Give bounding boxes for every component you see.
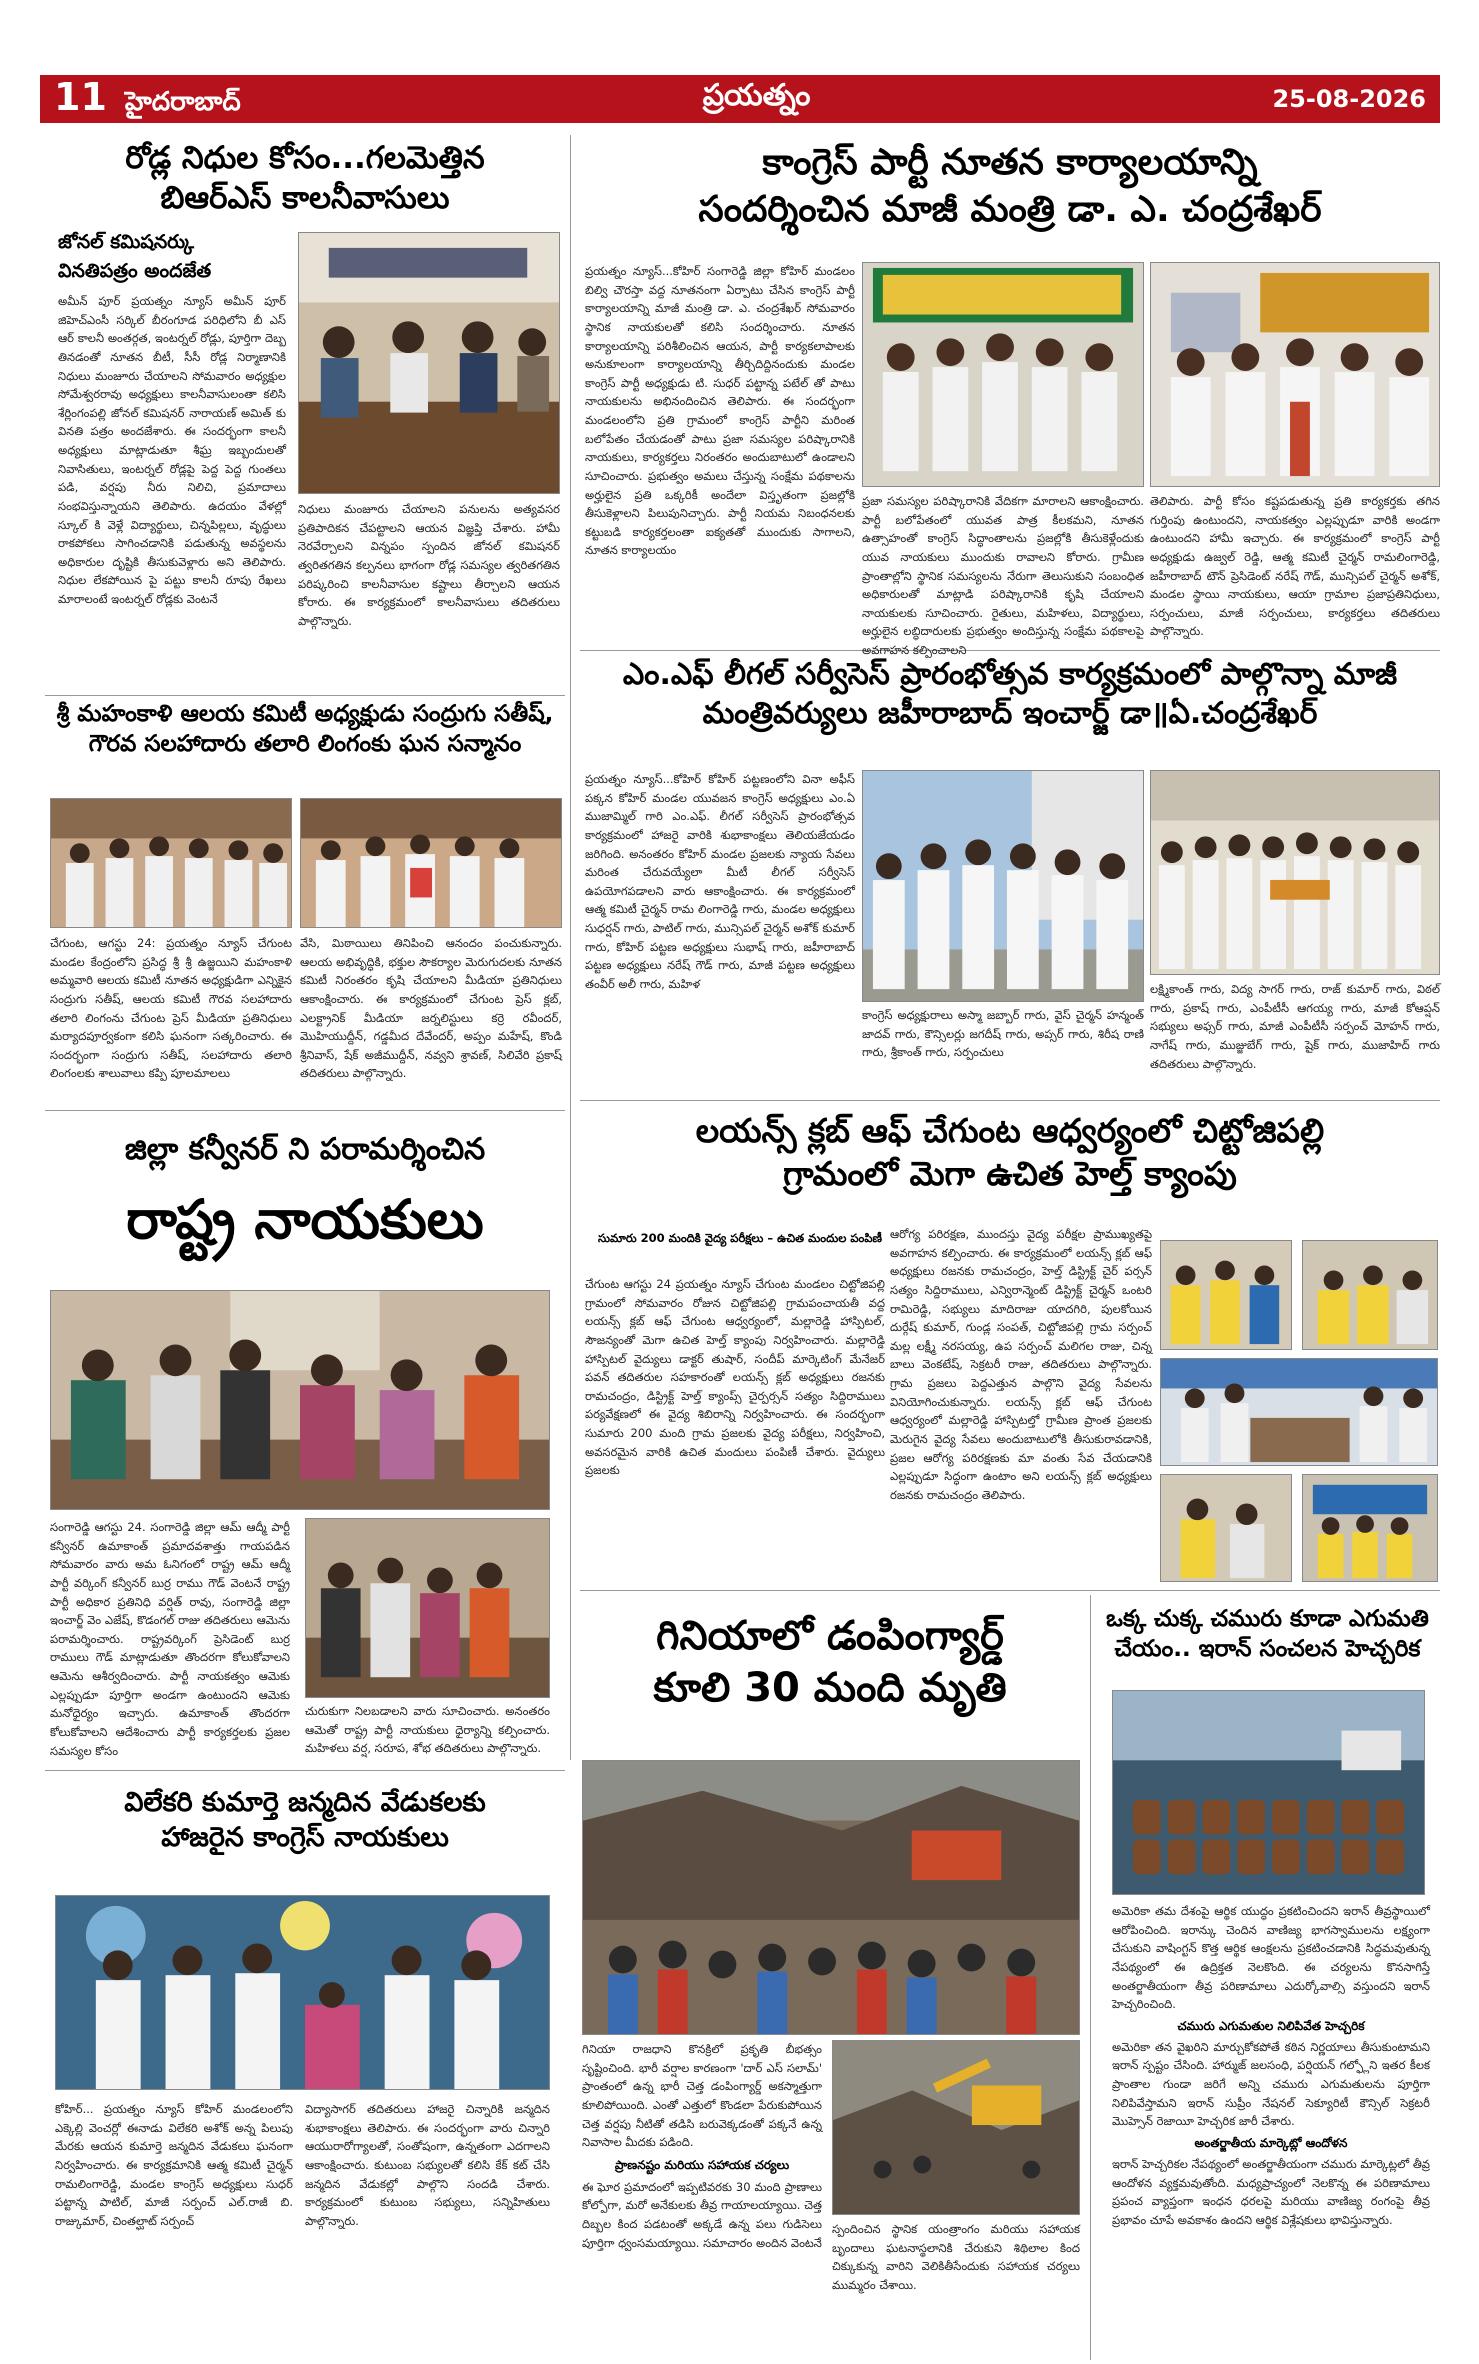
a5-body: సంగారెడ్డి ఆగస్టు 24. సంగారెడ్డి జిల్లా ఆమ్ ఆద్మీ పార్టీ కన్వీనర్ ఉమాకాంత్ ప్రమాదవశాత్తు గాయపడిన సోమవారం వారు అమ ఓనిగంలో రాష్ట్ర ఆమ్ ఆద్మీ పార్టీ వర్కింగ్ కన్వీనర్ బుర్ర రాము గౌడ్ వెంటనే రాష్ట్ర పార్టీ అధికార ప్రతినిధి వర్షిత్ రావు, సంగారెడ్డి జిల్లా ఇంచార్జ్ వెం ఎజేష్, కొడంగల్ రాజు తదితరులు ఆమెను పరామర్శించారు. రాష్ట్రవర్కింగ్ ప్రెసిడెంట్ బుర్ర రాములు గౌడ్ మాట్లాడుతూ తొందరగా కోలుకోవాలని ఆమెను ఆశీర్వదించారు. పార్టీ నాయకత్వం ఆమెకు ఎల్లప్పుడూ పూర్తిగా అండగా ఉంటుందని ఆమెకు మనోధైర్యం ఇచ్చారు. ఉమాకాంత్ తొందరగా కోలుకోవాలని ఆదేశించారు పార్టీ కార్యకర్తలకు ప్రజల సమస్యల కోసం [50, 1520, 290, 1758]
health-camp-photo-5 [1303, 1475, 1437, 1581]
a6-body: చేగుంట ఆగస్టు 24 ప్రయత్నం న్యూస్ చేగుంట మండలం చిట్టోజిపల్లి గ్రామంలో సోమవారం రోజున చిట్టోజిపల్లి గ్రామపంచాయతీ వద్ద లయన్స్ క్లబ్ ఆఫ్ చేగుంట ఆధ్వర్యంలో, మల్లారెడ్డి హాస్పిటల్, సౌజన్యంతో మెగా ఉచిత హెల్త్ క్యాంపు నిర్వహించారు. మల్లారెడ్డి హాస్పిటల్ వైద్యులు డాక్టర్ తుషార్, సందీప్ మార్కెటింగ్ మేనేజర్ పవన్ తదితరుల సహకారంతో లయన్స్ క్లబ్ అధ్యక్షులు రజనకు రామచంద్రం, డిస్ట్రిక్ట్ హెల్త్ క్యాంప్స్ చైర్పర్సన్ సత్యం సిద్దిరాములు పర్యవేక్షణలో ఈ వైద్య శిబిరాన్ని నిర్వహించారు. ఈ సందర్భంగా సుమారు 200 మంది గ్రామ ప్రజలకు వైద్య పరీక్షలు, నిర్వహించి, అవసరమైన వారికి ఉచిత మందులు పంపిణీ చేశారు. వైద్యులు ప్రజలకు [585, 1277, 885, 1478]
excavator-rescue-photo [833, 2041, 1079, 2214]
a9-subheadline-1: చమురు ఎగుమతుల నిలిపివేత హెచ్చరిక [1177, 2018, 1365, 2033]
issue-date: 25-08-2026 [1272, 85, 1426, 113]
a2-body-continued-2: తెలిపారు. పార్టీ కోసం కష్టపడుతున్న ప్రతి కార్యకర్తకు తగిన గుర్తింపు ఉంటుందని, నాయకత్వం ఎల్లప్పుడూ వారికి అండగా ఉంటుందని హామీ ఇచ్చారు. ఈ కార్యక్రమంలో కాంగ్రెస్ పార్టీ అధ్యక్షుడు ఉజ్వల్ రెడ్డి, ఆత్మ కమిటీ చైర్మన్ రామలింగారెడ్డి, జహీరాబాద్ టౌన్ ప్రెసిడెంట్ నరేష్ గౌడ్, మున్సిపల్ చైర్మన్ అశోక్, మండల స్థాయి నాయకులు, ఆయా గ్రామాల ప్రజాప్రతినిధులు, సర్పంచులు, మాజీ సర్పంచులు, కార్యకర్తలు తదితరులు పాల్గొన్నారు. [1150, 494, 1440, 639]
a7-body: కోహిర్... ప్రయత్నం న్యూస్ కోహిర్ మండలంలోని ఎక్కెల్లి వెంచర్లో ఈనాడు విలేకరి అశోక్ అన్న పిలుపు మేరకు ఆయన కుమార్తె జన్మదిన వేడుకలు ఘనంగా నిర్వహించారు. ఈ కార్యక్రమానికి ఆత్మ కమిటీ చైర్మన్ రామలింగారెడ్డి, మండల కాంగ్రెస్ అధ్యక్షులు సుధర్ పట్టాన్న పాటిల్, మాజీ సర్పంచ్ ఎల్.రాజీ బి. రాజ్కుమార్, చింతల్ఘాట్ సర్పంచ్ [55, 2102, 293, 2228]
a1-subheadline [58, 228, 298, 285]
a8-body-text-2: ఈ ఘోర ప్రమాదంలో ఇప్పటివరకు 30 మంది ప్రాణాలు కోల్పోగా, మరో అనేకులకు తీవ్ర గాయాలయ్యాయి. చెత్త దిబ్బల కింద పడటంతో అక్కడే ఉన్న పలు గుడిసెలు పూర్తిగా ధ్వంసమయ్యాయి. సమాచారం అందిన వెంటనే [582, 2179, 822, 2250]
a3-photo-2 [300, 798, 562, 928]
a2-photo-1 [862, 262, 1144, 487]
felicitation-photo-1 [51, 799, 291, 927]
a6-photo-2 [1302, 1240, 1438, 1350]
a3-photo-1 [50, 798, 292, 928]
a4-photo-1 [862, 770, 1144, 1002]
a2-body-continued: ప్రజా సమస్యల పరిష్కారానికి వేదికగా మారాలని ఆకాంక్షించారు. పార్టీ బలోపేతంలో యువత పాత్ర కీలకమని, నూతన ఉత్సాహంతో కాంగ్రెస్ సిద్ధాంతాలను ప్రజల్లోకి తీసుకెళ్లేందుకు యువ నాయకులు ముందుకు రావాలని కోరారు. గ్రామీణ ప్రాంతాల్లోని స్థానిక సమస్యలను నేరుగా తెలుసుకుని సంబంధిత అధికారులతో మాట్లాడి పరిష్కారానికి కృషి చేయాలని నాయకులకు సూచించారు. రైతులు, మహిళలు, విద్యార్థులు, అర్హులైన లబ్ధిదారులకు ప్రభుత్వం అందిస్తున్న సంక్షేమ పథకాలపై అవగాహన కల్పించాలని [862, 494, 1144, 657]
a1-headline-line2: బిఆర్ఎస్ కాలనీవాసులు [160, 180, 450, 217]
dumpyard-collapse-photo [583, 1761, 1079, 2034]
party-office-photo-1 [863, 263, 1143, 486]
a9-body-text-2: అమెరికా తన వైఖరిని మార్చుకోకపోతే కఠిన నిర్ణయాలు తీసుకుంటామని ఇరాన్ స్పష్టం చేసింది. హార్ముజ్ జలసంధి, పర్షియన్ గల్ఫ్లోని ఇతర కీలక ప్రాంతాల గుండా జరిగే అన్ని చమురు ఎగుమతులను పూర్తిగా నిలిపివేస్తామని ఇరాన్ సుప్రీం నేషనల్ సెక్యూరిటీ కౌన్సిల్ సెక్రటరీ మొహ్సెన్ రెజాయీ హెచ్చరిక జారీ చేశారు. [1112, 2039, 1430, 2129]
oil-tanker-photo [1113, 1691, 1424, 1894]
section-rule [45, 695, 565, 696]
edition-city: హైదరాబాద్ [124, 87, 241, 117]
a9-body-text-3: ఇరాన్ హెచ్చరికల నేపథ్యంలో అంతర్జాతీయంగా చమురు మార్కెట్లలో తీవ్ర ఆందోళన వ్యక్తమవుతోంది. మధ్యప్రాచ్యంలో నెలకొన్న ఈ పరిణామాలు ప్రపంచ వ్యాప్తంగా ఇంధన ధరలపై మరియు వాణిజ్య రంగంపై తీవ్ర ప్రభావం చూపే అవకాశం ఉందని ఆర్థిక విశ్లేషకులు భావిస్తున్నారు. [1112, 2156, 1430, 2227]
a1-photo [298, 232, 560, 494]
a6-subheadline: సుమారు 200 మందికి వైద్య పరీక్షలు – ఉచిత మందుల పంపిణీ [597, 1231, 883, 1245]
home-visit-photo [51, 1291, 549, 1509]
a8-headline-line2: కూలి 30 మంది మృతి [653, 1665, 1007, 1711]
a3-headline [45, 700, 565, 760]
a7-headline-line1: విలేకరి కుమార్తె జన్మదిన వేడుకలకు [124, 1787, 486, 1818]
a9-headline [1095, 1605, 1440, 1665]
masthead [40, 75, 1440, 123]
a1-body: అమీన్ పూర్ ప్రయత్నం న్యూస్ అమీన్ పూర్ జిహెచ్ఎంసీ సర్కిల్ బీరంగూడ పరిధిలోని బీ ఎస్ ఆర్ కాలనీ అంతర్గత, ఇంటర్నల్ రోడ్లు, పూర్తిగా దెబ్బ తినడంతో నూతన బీటీ, సీసీ రోడ్ల నిర్మాణానికి నిధులు మంజూరు చేయాలని సోమవారం అధ్యక్షుల సోమేశ్వరరావు అధ్యక్షులు కాలనీవాసులంతా కలిసి శేర్లింగంపల్లి జోనల్ కమిషనర్ నారాయణ్ అమిత్ కు వినతి పత్రం అందజేశారు. ఈ సందర్భంగా కాలనీ అధ్యక్షులు మాట్లాడుతూ శీఘ్ర ఇబ్బందులతో నివాసితులు, ఇంటర్నల్ రోడ్లపై పెద్ద పెద్ద గుంతలు పడి, వర్షపు నీరు నిలిచి, ప్రమాదాలు సంభవిస్తున్నాయని తెలిపారు. ఉదయం వేళల్లో స్కూల్ కి వెళ్లే విద్యార్థులు, చిన్నపిల్లలు, వృద్ధులు రాకపోకలు సాగించడానికి పడుతున్న అవస్థలను అధికారుల దృష్టికి తీసుకువెళ్లారు అని తెలిపారు. నిధుల లేకపోయిన పై పట్టు కాలనీ రూపు రేఖలు మారాలంటే ఇంటర్నల్ రోడ్లకు వెంటనే [58, 294, 286, 606]
a4-headline [580, 655, 1440, 733]
column-rule [570, 135, 571, 1760]
a8-body [582, 2040, 822, 2355]
a1-body-continued: నిధులు మంజూరు చేయాలని పనులను అత్యవసర ప్రతిపాదికన చేపట్టాలని ఆయన విజ్ఞప్తి చేశారు. హామీ నెరవేర్చాలని విన్నపం స్పందిన జోనల్ కమిషనర్ త్వరితగతిన కల్పనలు భాగంగా రోడ్ల సమస్యల త్వరితగతిన పరిష్కరించి కాలనీవాసుల కష్టాలు తీర్చాలని ఆయన కోరారు. ఈ కార్యక్రమంలో కాలనీవాసులు తదితరులు పాల్గొన్నారు. [298, 502, 560, 628]
a5-headline-line2: రాష్ట్ర నాయకులు [126, 1188, 484, 1251]
a6-photo-1 [1160, 1240, 1292, 1350]
a7-body-continued: విద్యాసాగర్ తదితరులు హాజరై చిన్నారికి జన్మదిన శుభాకాంక్షలు తెలిపారు. ఈ సందర్భంగా వారు చిన్నారి ఆయురారోగ్యాలతో, సంతోషంగా, ఉన్నతంగా ఎదగాలని ఆకాంక్షించారు. కుటుంబ సభ్యులతో కలిసి కేక్ కట్ చేసి జన్మదిన వేడుకల్లో పాల్గొని సందడి చేశారు. కార్యక్రమంలో కుటుంబ సభ్యులు, సన్నిహితులు పాల్గొన్నారు. [305, 2102, 550, 2228]
a7-photo [55, 1895, 550, 2090]
a9-headline-line2: చేయం.. ఇరాన్ సంచలన హెచ్చరిక [1114, 1635, 1421, 1662]
a6-photo-grid [1160, 1240, 1440, 1585]
office-meeting-photo [299, 233, 559, 493]
a9-subheadline-2: అంతర్జాతీయ మార్కెట్లో ఆందోళన [1194, 2135, 1348, 2150]
section-rule [580, 650, 1440, 651]
consoling-photo [306, 1519, 549, 1697]
a9-photo [1112, 1690, 1425, 1895]
health-camp-photo-3 [1161, 1359, 1437, 1465]
a5-photo-1 [50, 1290, 550, 1510]
health-camp-photo-1 [1161, 1241, 1291, 1349]
a4-headline-line1: ఎం.ఎఫ్ లీగల్ సర్వీసెస్ ప్రారంభోత్సవ కార్యక్రమంలో పాల్గొన్నా మాజీ [622, 657, 1398, 692]
a6-body-continued: ఆరోగ్య పరిరక్షణ, ముందస్తు వైద్య పరీక్షల ప్రాముఖ్యతపై అవగాహన కల్పించారు. ఈ కార్యక్రమంలో లయన్స్ క్లబ్ ఆఫ్ అధ్యక్షులు రజనకు రామచంద్రం, హెల్త్ డిస్ట్రిక్ట్ చైర్ పర్సన్ సత్యం సిద్దిరాములు, ఎన్విరాన్మెంట్ డిస్ట్రిక్ట్ చైర్మన్ ఒంటరి రామిరెడ్డి, సభ్యులు మాదిరాజు యాదగిరి, పులకోయిన దుర్గేష్ కుమార్, గుండ్ల సంపత్, చిట్టోజిపల్లి గ్రామ సర్పంచ్ మల్ల లక్ష్మీ నరసయ్య, ఉప సర్పంచ్ మలిగల రాజు, చిన్న బాలు వెంకటేష్, సెక్రటరీ రాజు, తదితరులు పాల్గొన్నారు. గ్రామ ప్రజలు పెద్దఎత్తున పాల్గొని వైద్య సేవలను వినియోగించుకున్నారు. లయన్స్ క్లబ్ ఆఫ్ చేగుంట ఆధ్వర్యంలో మల్లారెడ్డి హాస్పిటల్తో గ్రామీణ ప్రాంత ప్రజలకు మెరుగైన వైద్య సేవలు అందుబాటులోకి తీసుకురావడానికి, ప్రజల ఆరోగ్య పరిరక్షణకు మా వంతు సేవ చేయడానికి ఎల్లప్పుడూ సిద్ధంగా ఉంటాం అని లయన్స్ క్లబ్ అధ్యక్షులు రజనకు రామచంద్రం తెలిపారు. [890, 1227, 1152, 1502]
a1-sub-line2: వినతిపత్రం అందజేత [58, 259, 212, 282]
a7-headline [45, 1785, 565, 1855]
a6-photo-4 [1160, 1474, 1292, 1582]
a3-headline-line1: శ్రీ మహంకాళి ఆలయ కమిటీ అధ్యక్షుడు సంద్రుగు సతీష్, [56, 701, 554, 727]
a2-headline [580, 140, 1440, 234]
section-rule [45, 1770, 565, 1771]
a4-headline-line2: మంత్రివర్యులు జహీరాబాద్ ఇంచార్జ్ డా॥ఏ.చంద్రశేఖర్ [702, 696, 1318, 731]
a7-headline-line2: హాజరైన కాంగ్రెస్ నాయకులు [161, 1822, 449, 1854]
health-camp-photo-4 [1161, 1475, 1291, 1581]
a6-photo-3 [1160, 1358, 1438, 1466]
a8-body-text: గినియా రాజధాని కొనక్రిలో ప్రకృతి బీభత్సం సృష్టించింది. భారీ వర్షాల కారణంగా 'దార్ ఎస్ సలామ్' ప్రాంతంలో ఉన్న భారీ చెత్త డంపింగ్యార్డ్ అకస్మాత్తుగా కూలిపోయింది. ఎంతో ఎత్తులో కొండలా పేరుకుపోయిన చెత్త వర్షపు నీటితో తడిసి బరువెక్కడంతో పక్కనే ఉన్న నివాసాల మీదకు పడింది. [582, 2042, 822, 2150]
a1-headline-line1: రోడ్ల నిధుల కోసం...గలమెత్తిన [125, 140, 485, 176]
legal-services-group-photo [1151, 771, 1439, 974]
a1-headline [45, 138, 565, 219]
a2-headline-line2: సందర్శించిన మాజీ మంత్రి డా. ఎ. చంద్రశేఖర్ [698, 188, 1322, 230]
a6-headline-line1: లయన్స్ క్లబ్ ఆఫ్ చేగుంట ఆధ్వర్యంలో చిట్టోజిపల్లి [695, 1111, 1325, 1150]
a6-headline [580, 1110, 1440, 1196]
a2-body: ప్రయత్నం న్యూస్...కోహిర్ సంగారెడ్డి జిల్లా కోహిర్ మండలం బిల్వి చౌరస్తా వద్ద నూతనంగా ఏర్పాటు చేసిన కాంగ్రెస్ పార్టీ కార్యాలయాన్ని మాజీ మంత్రి డా. ఎ. చంద్రశేఖర్ సోమవారం స్థానిక నాయకులతో కలిసి సందర్శించారు. నూతన కార్యాలయాన్ని పరిశీలించిన ఆయన, పార్టీ కార్యకలాపాలకు అనుకూలంగా కార్యాలయాన్ని తీర్చిదిద్దినందుకు మండల కాంగ్రెస్ పార్టీ అధ్యక్షుడు టి. సుధర్ పట్టాన్న పటేల్ తో పాటు నాయకులను అభినందించిన తెలిపారు. ఈ సందర్భంగా మండలంలోని ప్రతి గ్రామంలో కాంగ్రెస్ పార్టీని మరింత బలోపేతం చేయడంతో పాటు ప్రజా సమస్యల పరిష్కారానికి నాయకులు, కార్యకర్తలు నిరంతరం అందుబాటులో ఉండాలని సూచించారు. ప్రభుత్వం అమలు చేస్తున్న సంక్షేమ పథకాలను అర్హులైన ప్రతి ఒక్కరికీ అందేలా విస్తృతంగా ప్రజల్లోకి తీసుకెళ్లాలని పిలుపునిచ్చారు. పార్టీ నియమ నిబంధనలకు కట్టుబడి కార్యకర్తలంతా ఐక్యతతో ముందుకు సాగాలని, నూతన కార్యాలయం [585, 264, 855, 558]
section-rule [580, 1590, 1440, 1591]
a9-body [1112, 1902, 1430, 2357]
a3-body: చేగుంట, ఆగస్టు 24: ప్రయత్నం న్యూస్ చేగుంట మండల కేంద్రంలోని ప్రసిద్ధ శ్రీ శ్రీ ఉజ్జయిని మహంకాళి అమ్మవారి ఆలయ కమిటీ నూతన అధ్యక్షుడిగా ఎన్నికైన సంద్రుగు సతీష్, ఆలయ కమిటీ గౌరవ సలహాదారు తలారి లింగంను చేగుంట ప్రెస్ మీడియా ప్రతినిధులు మర్యాదపూర్వకంగా కలిసి ఘనంగా సత్కరించారు. ఈ సందర్భంగా సంద్రుగు సతీష్, సలహాదారు తలారి లింగంలకు శాలువాలు కప్పి పూలమాలలు [50, 936, 292, 1081]
newspaper-brand: ప్రయత్నం [702, 78, 811, 113]
a8-headline-line1: గినియాలో డంపింగ్యార్డ్ [656, 1613, 1004, 1659]
a4-photo-2 [1150, 770, 1440, 975]
a4-body: ప్రయత్నం న్యూస్...కోహిర్ కోహిర్ పట్టణంలోని వినా అఫీస్ పక్కన కోహిర్ మండల యువజన కాంగ్రెస్ అధ్యక్షులు ఎం.ఏ ముజామ్మిల్ గారి ఎం.ఎఫ్. లీగల్ సర్వీసెస్ ప్రారంభోత్సవ కార్యక్రమంలో హాజరై వారికి శుభాకాంక్షలు తెలియజేయడం జరిగింది. అనంతరం కోహిర్ మండల ప్రజలకు న్యాయ సేవలు మరింత చేరువయ్యేలా మీటీ లీగల్ సర్వీసెస్ ఉపయోగపడాలని వారు ఆకాంక్షించారు. ఈ కార్యక్రమంలో ఆత్మ కమిటీ చైర్మన్ రామ లింగారెడ్డి గారు, మండల అధ్యక్షులు సుధర్షన్ గారు, పాటిల్ గారు, మున్సిపల్ చైర్మన్ అశోక్ కుమార్ గారు, కోహిర్ పట్టణ అధ్యక్షులు సుభాష్ గారు, జహీరాబాద్ పట్టణ అధ్యక్షులు నరేష్ గౌడ్ గారు, మాజీ పట్టణ అధ్యక్షులు తంవీర్ అలీ గారు, మహిళ [585, 772, 855, 991]
felicitation-photo-2 [301, 799, 561, 927]
a9-headline-line1: ఒక్క చుక్క చమురు కూడా ఎగుమతి [1106, 1606, 1429, 1632]
page-number: 11 [54, 75, 107, 119]
section-rule [45, 1110, 565, 1111]
a1-sub-line1: జోనల్ కమిషనర్కు [58, 231, 194, 253]
a8-headline [580, 1610, 1080, 1714]
section-rule [580, 1100, 1440, 1101]
a4-body-continued: కాంగ్రెస్ అధ్యక్షురాలు అస్మా జబ్బార్ గారు, వైస్ చైర్మన్ హన్మంత్ జాదవ్ గారు, కౌన్సిలర్లు జగదీష్ గారు, అప్సర్ గారు, శిరీష రాణి గారు, శ్రీకాంత్ గారు, సర్పంచులు [862, 1008, 1144, 1060]
a5-headline-line1: జిల్లా కన్వీనర్ ని పరామర్శించిన [124, 1132, 486, 1167]
a6-headline-line2: గ్రామంలో మెగా ఉచిత హెల్త్ క్యాంపు [783, 1153, 1237, 1193]
a8-body-continued: స్పందించిన స్థానిక యంత్రాంగం మరియు సహాయక బృందాలు ఘటనాస్థలానికి చేరుకుని శిథిలాల కింద చిక్కుకున్న వారిని వెలికితీసేందుకు సహాయక చర్యలు ముమ్మరం చేశాయి. [832, 2222, 1080, 2292]
column-rule [1090, 1595, 1091, 2360]
legal-services-inauguration-photo [863, 771, 1143, 1001]
a2-photo-2 [1150, 262, 1440, 487]
a5-photo-2 [305, 1518, 550, 1698]
health-camp-photo-2 [1303, 1241, 1437, 1349]
a3-headline-line2: గౌరవ సలహాదారు తలారి లింగంకు ఘన సన్మానం [88, 730, 522, 757]
a5-body-continued: చురుకుగా నిలబడాలని వారు సూచించారు. అనంతరం ఆమెతో రాష్ట్ర పార్టీ నాయకులు ధైర్యాన్ని కల్పించారు. మహిళలు వర్ష, సరూప, శోభ తదితరులు పాల్గొన్నారు. [305, 1704, 550, 1756]
a8-subheadline: ప్రాణనష్టం మరియు సహాయక చర్యలు [614, 2157, 790, 2172]
birthday-celebration-photo [56, 1896, 549, 2089]
a2-headline-line1: కాంగ్రెస్ పార్టీ నూతన కార్యాలయాన్ని [762, 142, 1258, 183]
a8-photo-1 [582, 1760, 1080, 2035]
a9-body-text: అమెరికా తమ దేశంపై ఆర్థిక యుద్ధం ప్రకటించిందని ఇరాన్ తీవ్రస్థాయిలో ఆరోపించింది. ఇరాన్కు చెందిన వాణిజ్య భాగస్వాములను లక్ష్యంగా చేసుకుని వాషింగ్టన్ కొత్త ఆర్థిక ఆంక్షలను ప్రకటించడానికి సిద్ధమవుతున్న నేపథ్యంలో ఈ ఉద్రిక్తత నెలకొంది. ఈ చర్యలను కొనసాగిస్తే అంతర్జాతీయంగా తీవ్ర పరిణామాలు ఎదుర్కోవాల్సి వస్తుందని ఇరాన్ హెచ్చరించింది. [1112, 1904, 1430, 2012]
a4-body-continued-2: లక్ష్మికాంత్ గారు, విద్య సాగర్ గారు, రాజ్ కుమార్ గారు, విఠల్ గారు, ప్రకాష్ గారు, ఎంపీటీసీ ఆగయ్య గారు, మాజీ కోఆప్షన్ సభ్యులు అఫ్సర్ గారు, మాజీ ఎంపీటీసీ సర్పంచ్ మోహన్ గారు, నాగేష్ గారు, ముజ్జుబేగ్ గారు, షైక్ గారు, ముజాహిద్ గారు తదితరులు పాల్గొన్నారు. [1150, 982, 1440, 1071]
a6-photo-5 [1302, 1474, 1438, 1582]
party-office-photo-2 [1151, 263, 1439, 486]
a8-photo-2 [832, 2040, 1080, 2215]
a3-body-continued: వేసి, మిఠాయిలు తినిపించి ఆనందం పంచుకున్నారు. ఆలయ అభివృద్ధికి, భక్తుల సౌకర్యాల మెరుగుదలకు నూతన కమిటీ నిరంతరం కృషి చేయాలని మీడియా ప్రతినిధులు ఆకాంక్షించారు. ఈ కార్యక్రమంలో చేగుంట ప్రెస్ క్లబ్, ఎలక్ట్రానిక్ మీడియా జర్నలిస్టులు కర్రె రవీందర్, మొహియుద్దీన్, గడ్డమీద దేవేందర్, అప్పం మహేష్, కొండి శ్రీనివాస్, షేక్ అజీముద్దీన్, నవ్వని శ్రావణ్, సిలివేరి ప్రకాష్ తదితరులు పాల్గొన్నారు. [300, 936, 562, 1081]
